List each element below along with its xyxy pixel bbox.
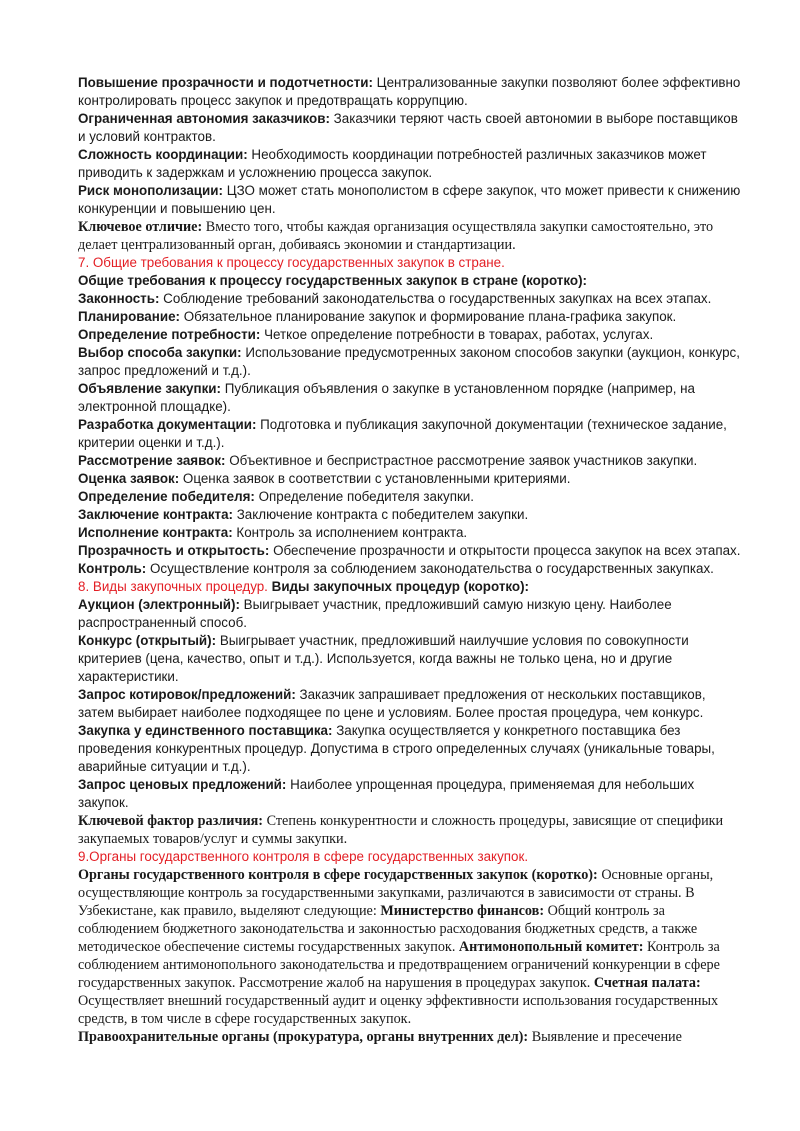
text: Определение победителя закупки.: [254, 489, 474, 504]
list-item: [78, 506, 742, 524]
section-7-list: [78, 290, 742, 578]
section-8-heading-line: [78, 578, 742, 596]
term: Законность:: [78, 291, 160, 306]
term: Запрос котировок/предложений:: [78, 687, 296, 702]
term: Ограниченная автономия заказчиков:: [78, 111, 330, 126]
term: Риск монополизации:: [78, 183, 223, 198]
paragraph-key-factor: [78, 812, 742, 848]
section-7-heading: 7. Общие требования к процессу государственных закупок в стране.: [78, 255, 505, 270]
list-item: [78, 326, 742, 344]
term: Закупка у единственного поставщика:: [78, 723, 333, 738]
subheading-text: Общие требования к процессу государственных закупок в стране (коротко):: [78, 273, 587, 288]
text: Наиболее упрощенная процедура, применяемая для небольших закупок.: [78, 777, 695, 810]
list-item: [78, 632, 742, 686]
term: Планирование:: [78, 309, 180, 324]
term: Оценка заявок:: [78, 471, 180, 486]
term: Контроль:: [78, 561, 147, 576]
list-item: [78, 722, 742, 776]
text: Публикация объявления о закупке в установленном порядке (например, на электронной площадке).: [78, 381, 696, 414]
list-item: [78, 290, 742, 308]
text: Выявление и пресечение: [528, 1029, 682, 1045]
text: Выигрывает участник, предложивший самую низкую цену. Наиболее распространенный способ.: [78, 597, 672, 630]
term: Заключение контракта:: [78, 507, 233, 522]
term: Выбор способа закупки:: [78, 345, 242, 360]
text: Контроль за исполнением контракта.: [232, 525, 468, 540]
paragraph-control-bodies: [78, 866, 742, 1028]
section-9-heading: 9.Органы государственного контроля в сфере государственных закупок.: [78, 849, 529, 864]
term: Повышение прозрачности и подотчетности:: [78, 75, 373, 90]
paragraph-key-difference: [78, 218, 742, 254]
text: Централизованные закупки позволяют более эффективно контролировать процесс закупок и предотвращать коррупцию.: [78, 75, 741, 108]
term: Сложность координации:: [78, 147, 248, 162]
list-item: [78, 596, 742, 632]
list-item: [78, 416, 742, 452]
text: Обязательное планирование закупок и формирование плана-графика закупок.: [180, 309, 677, 324]
list-item: [78, 470, 742, 488]
text: Осуществляет внешний государственный аудит и оценку эффективности использования государственных средств, в том числе в сфере государственных закупок.: [78, 993, 719, 1027]
paragraph-coordination: [78, 146, 742, 182]
text: Соблюдение требований законодательства о государственных закупках на всех этапах.: [159, 291, 712, 306]
term: Исполнение контракта:: [78, 525, 233, 540]
text: Заключение контракта с победителем закупки.: [233, 507, 529, 522]
text: Общий контроль за соблюдением бюджетного законодательства и законностью расходования бюджетных средств, а также методическое обеспечение системы государственных закупок.: [78, 903, 698, 955]
term: Правоохранительные органы (прокуратура, органы внутренних дел):: [78, 1029, 529, 1045]
list-item: [78, 560, 742, 578]
text: Использование предусмотренных законом способов закупки (аукцион, конкурс, запрос предложений и т.д.).: [78, 345, 740, 378]
term: Определение потребности:: [78, 327, 261, 342]
term: Ключевое отличие:: [78, 219, 203, 235]
term: Прозрачность и открытость:: [78, 543, 270, 558]
text: Осуществление контроля за соблюдением законодательства о государственных закупках.: [146, 561, 714, 576]
term: Счетная палата:: [593, 975, 701, 991]
text: Основные органы, осуществляющие контроль за государственными закупками, различаются в зависимости от страны. В Узбекистане, как правило, выделяют следующие:: [78, 867, 714, 919]
paragraph-autonomy: [78, 110, 742, 146]
text: Необходимость координации потребностей различных заказчиков может приводить к задержкам и усложнению процесса закупок.: [78, 147, 707, 180]
term: Антимонопольный комитет:: [458, 939, 644, 955]
list-item: [78, 452, 742, 470]
list-item: [78, 686, 742, 722]
term: Министерство финансов:: [380, 903, 545, 919]
section-8-subheading: Виды закупочных процедур (коротко):: [267, 579, 530, 594]
list-item: [78, 776, 742, 812]
term: Конкурс (открытый):: [78, 633, 217, 648]
text: Степень конкурентности и сложность процедуры, зависящие от специфики закупаемых товаров/услуг и суммы закупки.: [78, 813, 724, 847]
term: Запрос ценовых предложений:: [78, 777, 287, 792]
term: Органы государственного контроля в сфере государственных закупок (коротко):: [78, 867, 598, 883]
text: Контроль за соблюдением антимонопольного законодательства и предотвращением ограничений конкуренции в сфере государственных закупок. Рассмотрение жалоб на нарушения в процедурах закупок.: [78, 939, 720, 991]
text: Вместо того, чтобы каждая организация осуществляла закупки самостоятельно, это делает централизованный орган, добиваясь экономии и стандартизации.: [78, 219, 714, 253]
section-8-list: [78, 596, 742, 812]
term: Определение победителя:: [78, 489, 255, 504]
list-item: [78, 524, 742, 542]
paragraph-transparency: [78, 74, 742, 110]
paragraph-monopolization: [78, 182, 742, 218]
text: Оценка заявок в соответствии с установленными критериями.: [179, 471, 571, 486]
list-item: [78, 488, 742, 506]
paragraph-law-enforcement: [78, 1028, 742, 1046]
list-item: [78, 380, 742, 416]
term: Ключевой фактор различия:: [78, 813, 264, 829]
text: Четкое определение потребности в товарах, работах, услугах.: [260, 327, 654, 342]
text: Выигрывает участник, предложивший наилучшие условия по совокупности критериев (цена, качество, опыт и т.д.). Используется, когда важны не только цена, но и другие характеристики.: [78, 633, 689, 684]
list-item: [78, 542, 742, 560]
text: Подготовка и публикация закупочной документации (техническое задание, критерии оценки и т.д.).: [78, 417, 727, 450]
text: Заказчик запрашивает предложения от нескольких поставщиков, затем выбирает наиболее подходящее по цене и условиям. Более простая процедура, чем конкурс.: [78, 687, 706, 720]
section-8-heading: 8. Виды закупочных процедур.: [78, 579, 268, 594]
text: Объективное и беспристрастное рассмотрение заявок участников закупки.: [225, 453, 698, 468]
term: Разработка документации:: [78, 417, 257, 432]
section-7-subheading: [78, 272, 742, 290]
list-item: [78, 344, 742, 380]
term: Рассмотрение заявок:: [78, 453, 226, 468]
text: Закупка осуществляется у конкретного поставщика без проведения конкурентных процедур. Допустима в строго определенных случаях (уникальные товары, аварийные ситуации и т.д.).: [78, 723, 715, 774]
term: Аукцион (электронный):: [78, 597, 240, 612]
list-item: [78, 308, 742, 326]
text: Заказчики теряют часть своей автономии в выборе поставщиков и условий контрактов.: [78, 111, 738, 144]
text: Обеспечение прозрачности и открытости процесса закупок на всех этапах.: [269, 543, 741, 558]
text: ЦЗО может стать монополистом в сфере закупок, что может привести к снижению конкуренции и повышению цен.: [78, 183, 741, 216]
term: Объявление закупки:: [78, 381, 221, 396]
